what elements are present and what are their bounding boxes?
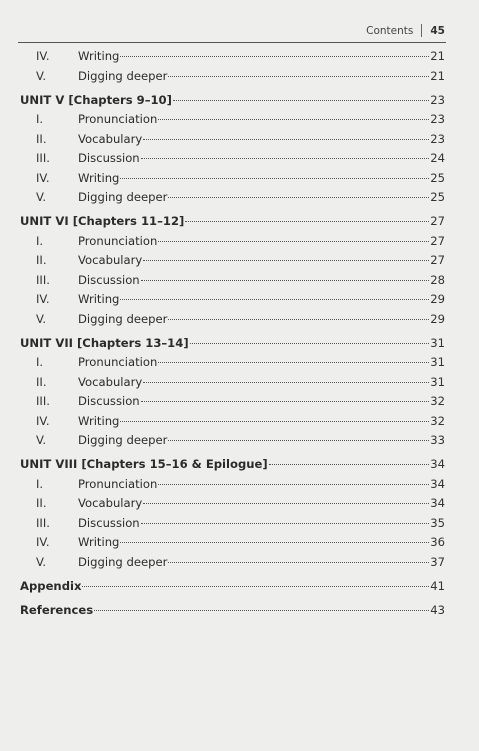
entry-page-number: 27 bbox=[430, 214, 445, 228]
entry-page-number: 23 bbox=[430, 92, 445, 107]
toc-item bbox=[20, 494, 445, 514]
toc-item bbox=[20, 47, 445, 67]
item-number: III. bbox=[36, 272, 50, 287]
dot-leader bbox=[120, 178, 429, 179]
dot-leader bbox=[168, 319, 429, 320]
entry-page-number: 31 bbox=[430, 335, 445, 350]
item-number: IV. bbox=[36, 535, 50, 549]
toc-item bbox=[20, 232, 445, 252]
entry-page-number: 28 bbox=[430, 272, 445, 287]
toc-item bbox=[20, 553, 445, 573]
entry-title: UNIT V [Chapters 9–10] bbox=[20, 92, 172, 107]
dot-leader bbox=[141, 280, 430, 281]
dot-leader bbox=[143, 382, 429, 383]
toc-item bbox=[20, 475, 445, 495]
toc-unit-heading bbox=[20, 91, 445, 111]
item-number: I. bbox=[36, 112, 44, 126]
dot-leader bbox=[143, 503, 429, 504]
item-number: V. bbox=[36, 68, 47, 83]
dot-leader bbox=[141, 401, 430, 402]
dot-leader bbox=[158, 119, 429, 120]
entry-page-number: 23 bbox=[430, 112, 445, 126]
entry-title: Pronunciation bbox=[78, 355, 158, 369]
toc-item bbox=[20, 130, 445, 150]
entry-title: Digging deeper bbox=[78, 554, 168, 569]
item-number: V. bbox=[36, 433, 47, 447]
item-number: V. bbox=[36, 190, 47, 204]
entry-page-number: 27 bbox=[430, 253, 445, 267]
running-header bbox=[366, 24, 445, 37]
dot-leader bbox=[168, 197, 429, 198]
toc-item bbox=[20, 412, 445, 432]
toc-item bbox=[20, 514, 445, 534]
dot-leader bbox=[173, 100, 429, 101]
item-number: II. bbox=[36, 253, 47, 267]
toc-item bbox=[20, 353, 445, 373]
entry-title: Digging deeper bbox=[78, 311, 168, 326]
entry-page-number: 34 bbox=[430, 496, 445, 510]
dot-leader bbox=[158, 362, 429, 363]
table-of-contents bbox=[20, 47, 445, 620]
dot-leader bbox=[141, 523, 430, 524]
entry-title: Discussion bbox=[78, 515, 140, 530]
entry-title: Discussion bbox=[78, 151, 140, 165]
entry-title: Pronunciation bbox=[78, 476, 158, 491]
dot-leader bbox=[120, 542, 429, 543]
entry-title: UNIT VII [Chapters 13–14] bbox=[20, 335, 189, 350]
header-page-number: 45 bbox=[430, 24, 445, 37]
item-number: V. bbox=[36, 311, 47, 326]
dot-leader bbox=[141, 158, 430, 159]
header-rule bbox=[18, 42, 446, 43]
dot-leader bbox=[82, 586, 429, 587]
toc-unit-heading bbox=[20, 334, 445, 354]
entry-page-number: 32 bbox=[430, 394, 445, 408]
entry-page-number: 36 bbox=[430, 535, 445, 549]
toc-unit-heading bbox=[20, 212, 445, 232]
entry-page-number: 34 bbox=[430, 476, 445, 491]
toc-item bbox=[20, 149, 445, 169]
dot-leader bbox=[168, 562, 429, 563]
item-number: IV. bbox=[36, 413, 50, 428]
toc-unit-heading bbox=[20, 455, 445, 475]
dot-leader bbox=[120, 421, 429, 422]
item-number: IV. bbox=[36, 49, 50, 63]
dot-leader bbox=[168, 440, 429, 441]
header-separator bbox=[421, 24, 422, 37]
toc-item bbox=[20, 373, 445, 393]
item-number: I. bbox=[36, 476, 44, 491]
dot-leader bbox=[190, 343, 430, 344]
entry-page-number: 32 bbox=[430, 413, 445, 428]
toc-back-matter bbox=[20, 577, 445, 597]
entry-title: References bbox=[20, 602, 94, 617]
entry-title: Digging deeper bbox=[78, 433, 168, 447]
item-number: III. bbox=[36, 151, 50, 165]
toc-item bbox=[20, 533, 445, 553]
item-number: III. bbox=[36, 515, 50, 530]
toc-item bbox=[20, 271, 445, 291]
toc-back-matter bbox=[20, 601, 445, 621]
dot-leader bbox=[143, 139, 429, 140]
entry-title: Vocabulary bbox=[78, 496, 143, 510]
entry-page-number: 29 bbox=[430, 292, 445, 306]
entry-page-number: 41 bbox=[430, 578, 445, 593]
toc-item bbox=[20, 188, 445, 208]
entry-title: UNIT VI [Chapters 11–12] bbox=[20, 214, 185, 228]
dot-leader bbox=[269, 464, 430, 465]
toc-item bbox=[20, 310, 445, 330]
entry-page-number: 31 bbox=[430, 355, 445, 369]
toc-item bbox=[20, 290, 445, 310]
dot-leader bbox=[158, 241, 429, 242]
entry-title: Digging deeper bbox=[78, 68, 168, 83]
entry-page-number: 21 bbox=[430, 49, 445, 63]
entry-page-number: 21 bbox=[430, 68, 445, 83]
item-number: IV. bbox=[36, 292, 50, 306]
item-number: II. bbox=[36, 496, 47, 510]
item-number: IV. bbox=[36, 170, 50, 185]
entry-title: Appendix bbox=[20, 578, 82, 593]
toc-item bbox=[20, 169, 445, 189]
entry-title: Pronunciation bbox=[78, 233, 158, 248]
dot-leader bbox=[185, 221, 429, 222]
entry-page-number: 24 bbox=[430, 151, 445, 165]
item-number: III. bbox=[36, 394, 50, 408]
entry-page-number: 35 bbox=[430, 515, 445, 530]
dot-leader bbox=[143, 260, 429, 261]
entry-title: Discussion bbox=[78, 272, 140, 287]
entry-title: Vocabulary bbox=[78, 253, 143, 267]
entry-title: Vocabulary bbox=[78, 374, 143, 389]
entry-page-number: 27 bbox=[430, 233, 445, 248]
dot-leader bbox=[120, 299, 429, 300]
entry-page-number: 34 bbox=[430, 457, 445, 471]
item-number: V. bbox=[36, 554, 47, 569]
item-number: II. bbox=[36, 131, 47, 146]
dot-leader bbox=[168, 76, 429, 77]
entry-page-number: 31 bbox=[430, 374, 445, 389]
header-section-title: Contents bbox=[366, 24, 414, 37]
entry-title: Pronunciation bbox=[78, 112, 158, 126]
entry-title: Vocabulary bbox=[78, 131, 143, 146]
entry-page-number: 23 bbox=[430, 131, 445, 146]
entry-title: Writing bbox=[78, 49, 120, 63]
dot-leader bbox=[120, 56, 429, 57]
item-number: I. bbox=[36, 355, 44, 369]
entry-title: Discussion bbox=[78, 394, 140, 408]
item-number: I. bbox=[36, 233, 44, 248]
toc-item bbox=[20, 67, 445, 87]
entry-title: Writing bbox=[78, 170, 120, 185]
entry-title: Writing bbox=[78, 535, 120, 549]
toc-item bbox=[20, 251, 445, 271]
entry-page-number: 33 bbox=[430, 433, 445, 447]
entry-page-number: 29 bbox=[430, 311, 445, 326]
entry-page-number: 25 bbox=[430, 170, 445, 185]
entry-page-number: 25 bbox=[430, 190, 445, 204]
item-number: II. bbox=[36, 374, 47, 389]
entry-title: UNIT VIII [Chapters 15–16 & Epilogue] bbox=[20, 457, 268, 471]
dot-leader bbox=[158, 484, 429, 485]
toc-item bbox=[20, 110, 445, 130]
entry-title: Writing bbox=[78, 292, 120, 306]
entry-page-number: 37 bbox=[430, 554, 445, 569]
entry-title: Writing bbox=[78, 413, 120, 428]
toc-item bbox=[20, 431, 445, 451]
dot-leader bbox=[94, 610, 429, 611]
entry-page-number: 43 bbox=[430, 602, 445, 617]
entry-title: Digging deeper bbox=[78, 190, 168, 204]
toc-item bbox=[20, 392, 445, 412]
